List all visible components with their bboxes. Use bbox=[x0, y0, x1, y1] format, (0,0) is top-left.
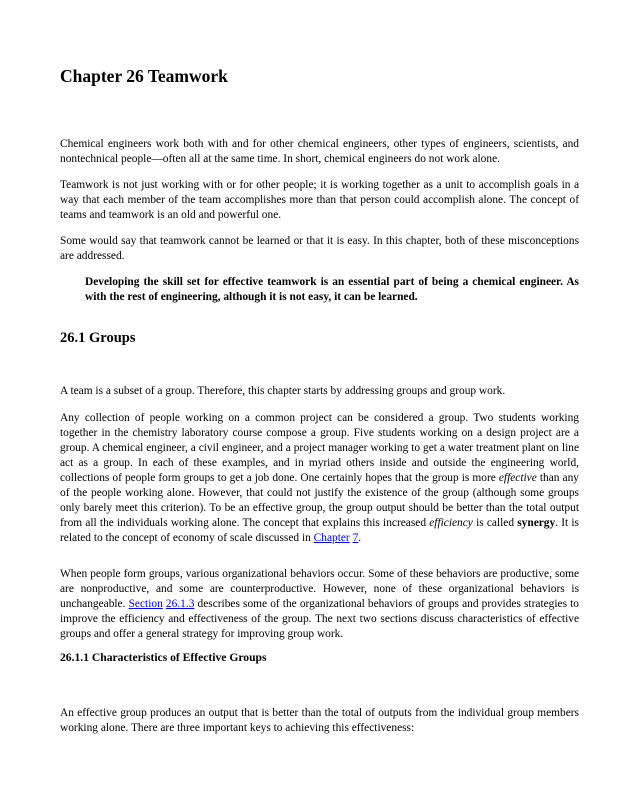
highlighted-quote: Developing the skill set for effective teamwork is an essential part of being a chemical engineer. As with the rest of engineering, although it is not easy, it can be learned. bbox=[85, 276, 579, 303]
text-run: is called bbox=[472, 517, 518, 529]
text-run: than any of the people working alone. However, that could not justify the existence of the group (although some groups only barely meet this criterion). To be an effective group, the group output should be better than the total output from all the individuals working alone. The concept that explains this increased bbox=[60, 472, 579, 529]
text-run: When people form groups, various organizational behaviors occur. Some of these behaviors are productive, some are nonproductive, and some are counterproductive. However, none of these organizational behaviors is unchangeable. bbox=[60, 568, 579, 610]
chapter-link[interactable]: Chapter bbox=[313, 532, 350, 544]
text-run: describes some of the organizational behaviors of groups and provides strategies to improve the efficiency and effectiveness of the group. The next two sections discuss characteristics of effective groups and offer a general strategy for improving group work. bbox=[60, 598, 580, 640]
emphasis-effective: effective bbox=[498, 472, 537, 484]
intro-paragraph-3: Some would say that teamwork cannot be learned or that it is easy. In this chapter, both of these misconceptions are addressed. bbox=[60, 235, 579, 262]
chapter-title: Chapter 26 Teamwork bbox=[60, 66, 228, 86]
groups-paragraph-2 bbox=[60, 411, 579, 546]
section-heading-groups: 26.1 Groups bbox=[60, 330, 136, 346]
chapter-number-link[interactable]: 7 bbox=[352, 532, 359, 544]
emphasis-efficiency: efficiency bbox=[429, 517, 473, 529]
subsection-heading-effective-groups: 26.1.1 Characteristics of Effective Groups bbox=[60, 651, 267, 664]
effective-groups-paragraph-1: An effective group produces an output that is better than the total of outputs from the individual group members working alone. There are three important keys to achieving this effectiveness: bbox=[60, 707, 579, 734]
section-link[interactable]: Section bbox=[128, 598, 163, 610]
text-run: Any collection of people working on a common project can be considered a group. Two students working together in the chemistry laboratory course compose a group. Five students working on a design project are a group. A chemical engineer, a civil engineer, and a project manager working to get a water treatment plant on line act as a group. In each of these examples, and in myriad others inside and outside the engineering world, collections of people form groups to get a job done. One certainly hopes that the group is more bbox=[60, 412, 579, 484]
section-number-link[interactable]: 26.1.3 bbox=[165, 598, 195, 610]
text-run: . It is related to the concept of economy of scale discussed in bbox=[60, 517, 579, 544]
intro-paragraph-1: Chemical engineers work both with and for other chemical engineers, other types of engineers, scientists, and nontechnical people—often all at the same time. In short, chemical engineers do not work alone. bbox=[60, 138, 579, 165]
term-synergy: synergy bbox=[517, 517, 556, 529]
intro-paragraph-2: Teamwork is not just working with or for other people; it is working together as a unit to accomplish goals in a way that each member of the team accomplishes more than that person could accomplish alone. The concept of teams and teamwork is an old and powerful one. bbox=[60, 179, 579, 221]
groups-paragraph-3 bbox=[60, 567, 579, 642]
text-run: . bbox=[358, 532, 362, 544]
groups-paragraph-1: A team is a subset of a group. Therefore, this chapter starts by addressing groups and group work. bbox=[60, 385, 506, 397]
